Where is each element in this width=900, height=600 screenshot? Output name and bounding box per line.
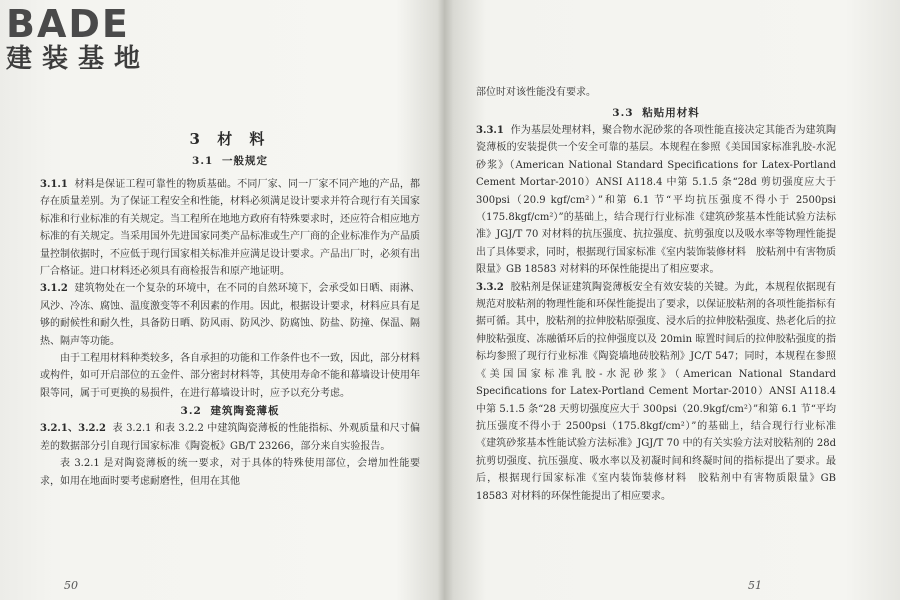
- clause-3-1-2-cont: 由于工程用材料种类较多，各自承担的功能和工作条件也不一致，因此，部分材料或构件，如可开启部位的五金件、部分密封材料等，其使用寿命不能和幕墙设计使用年限等同，属于可更换的易损件，在进行幕墙设计时，应予以充分考虑。: [40, 353, 420, 399]
- continued-text: 部位时对该性能没有要求。: [476, 87, 596, 98]
- right-content: [476, 104, 836, 505]
- page-number-right: 51: [748, 579, 762, 592]
- left-content: [40, 176, 420, 490]
- clause-3-2-1-cont: 表 3.2.1 是对陶瓷薄板的统一要求，对于具体的特殊使用部位，会增加性能要求，如用在地面时要考虑耐磨性，但用在其他: [40, 458, 420, 487]
- left-page: [40, 0, 420, 600]
- chapter-title: 3 材 料: [189, 130, 271, 148]
- clause-text: 胶粘剂是保证建筑陶瓷薄板安全有效安装的关键。为此，本规程依据现有规范对胶粘剂的物理性能和环保性能提出了要求，以保证胶粘剂的各项性能指标有据可循。其中，胶粘剂的拉伸胶粘原强度、浸水后的拉伸胶粘强度、热老化后的拉伸胶粘强度、冻融循环后的拉伸强度以及 20min 晾置时间后的拉伸胶粘强度的指标均参照了现行行业标准《陶瓷墙地砖胶粘剂》JC/T 547；同时，本规程在参照《美国国家标准乳胶-水泥砂浆》（American National Standard Specifications for Latex-Portland Cement Mortar-2010）ANSI A118.4 中第 5.1.5 条“28 天剪切强度应大于 300psi（20.9kgf/cm²）”和第 6.1 节“平均抗压强度不得小于 2500psi（175.8kgf/cm²）”的基础上，结合现行行业标准《建筑砂浆基本性能试验方法标准》JGJ/T 70 中的有关实验方法对胶粘剂的 28d 抗剪切强度、抗压强度、吸水率以及初凝时间和终凝时间的指标提出了要求。最后，根据现行国家标准《室内装饰装修材料 胶粘剂中有害物质限量》GB 18583 对材料的环保性能提出了相应要求。: [476, 281, 837, 502]
- clause-number: 3.2.1、3.2.2: [40, 423, 106, 435]
- clause-text: 作为基层处理材料，聚合物水泥砂浆的各项性能直接决定其能否为建筑陶瓷薄板的安装提供一个安全可靠的基层。本规程在参照《美国国家标准乳胶-水泥砂浆》（American National Standard Specifications for Latex-Portland Cement Mortar-2010）ANSI A118.4 中第 5.1.5 条“28d 剪切强度应大于 300psi（20.9 kgf/cm²）”和第 6.1 节“平均抗压强度不得小于 2500psi（175.8kgf/cm²）”的基础上，结合现行行业标准《建筑砂浆基本性能试验方法标准》JGJ/T 70 对材料的抗压强度、抗拉强度、抗剪强度以及吸水率等物理性能提出了具体要求，同时，根据现行国家标准《室内装饰装修材料 胶粘剂中有害物质限量》GB 18583 对材料的环保性能提出了相应要求。: [476, 125, 837, 276]
- clause-number: 3.3.2: [476, 281, 504, 293]
- page-number-left: 50: [64, 579, 78, 592]
- section-heading-3-2: 3.2 建筑陶瓷薄板: [180, 405, 280, 418]
- clause-text: 材料是保证工程可靠性的物质基础。不同厂家、同一厂家不同产地的产品，都存在质量差别。为了保证工程安全和性能，材料必须满足设计要求并符合现行有关国家标准和行业标准的有关规定。当工程所在地地方政府有特殊要求时，还应符合相应地方标准的有关规定。当采用国外先进国家同类产品标准或生产厂商的企业标准作为产品质量控制依据时，不应低于现行国家相关标准并应满足设计要求。产品出厂时，必须有出厂合格证。进口材料还必须具有商检报告和原产地证明。: [40, 179, 421, 278]
- right-page: [470, 0, 850, 600]
- clause-3-1-2: [40, 280, 420, 350]
- clause-text: 建筑物处在一个复杂的环境中，在不同的自然环境下，会承受如日晒、雨淋、风沙、冷冻、腐蚀、温度激变等不利因素的作用。因此，根据设计要求，材料应具有足够的耐候性和耐久性，具备防日晒、防风雨、防风沙、防腐蚀、防盐、防撞、保温、隔热、隔声等功能。: [40, 283, 421, 347]
- logo-sub-text: 建装基地: [6, 44, 151, 74]
- clause-text: 表 3.2.1 和表 3.2.2 中建筑陶瓷薄板的性能指标、外观质量和尺寸偏差的数据部分引自现行国家标准《陶瓷板》GB/T 23266，部分来自实验报告。: [40, 423, 420, 452]
- clause-3-3-2: [476, 279, 836, 505]
- clause-3-1-1: [40, 176, 420, 280]
- section-heading-3-1: 3.1 一般规定: [192, 155, 268, 167]
- section-heading-3-3: 3.3 粘贴用材料: [612, 107, 700, 119]
- clause-3-3-1: [476, 122, 836, 279]
- clause-number: 3.3.1: [476, 125, 504, 136]
- clause-3-2-1: [40, 420, 420, 455]
- clause-number: 3.1.2: [40, 283, 68, 295]
- clause-number: 3.1.1: [40, 179, 68, 190]
- logo-main-text: BADE: [6, 2, 130, 46]
